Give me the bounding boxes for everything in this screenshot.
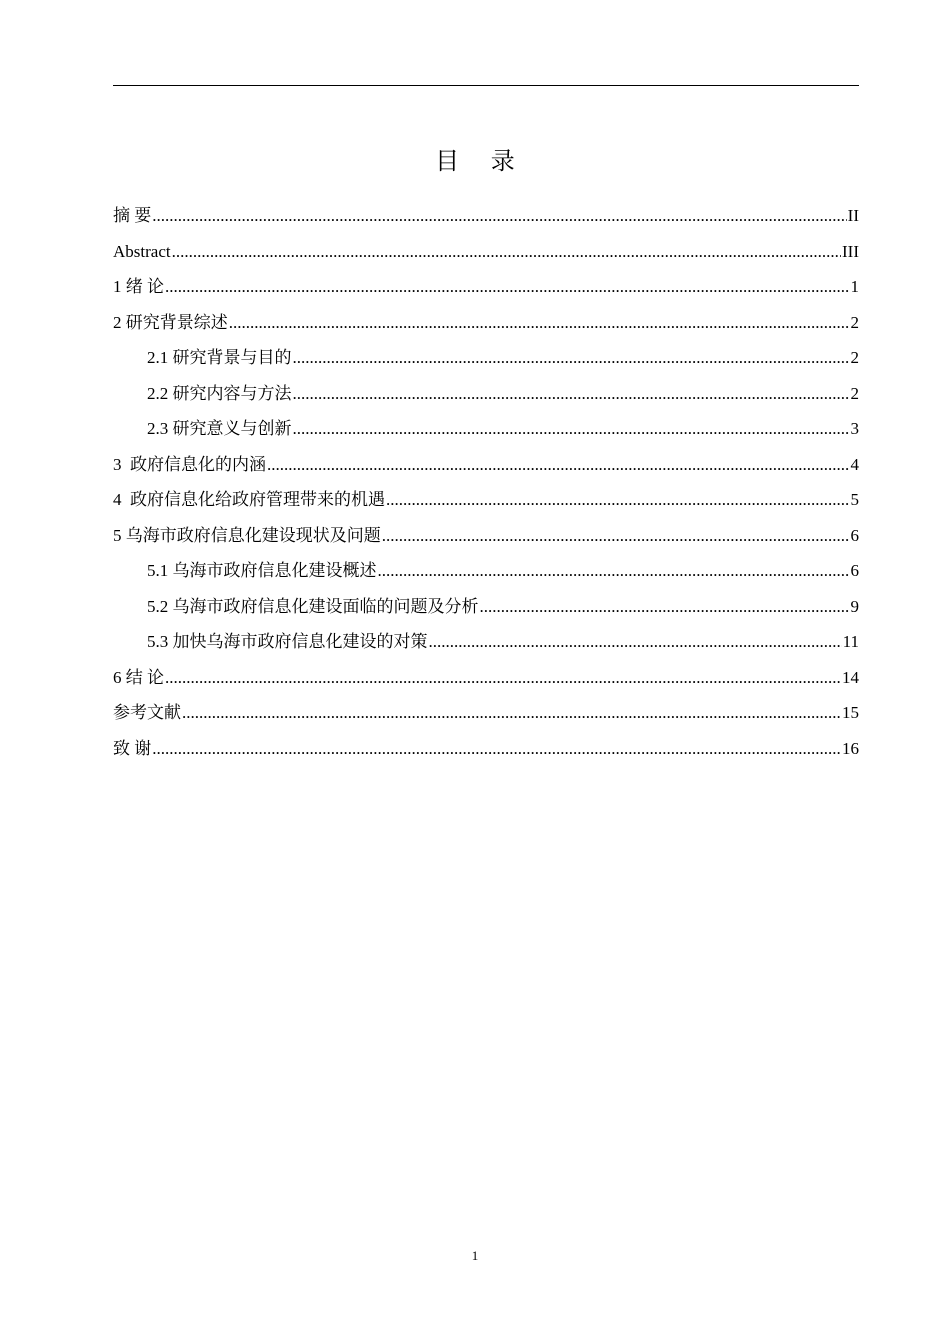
toc-subentry (113, 589, 859, 625)
toc-entry-page: 6 (850, 561, 859, 580)
toc-entry-page: 15 (842, 703, 859, 722)
toc-entry-text: 2.2 研究内容与方法 (147, 383, 292, 403)
toc-subentry (113, 624, 859, 660)
dot-leader (293, 411, 850, 447)
toc-entry (113, 447, 859, 483)
dot-leader (293, 340, 850, 376)
dot-leader (267, 447, 850, 483)
dot-leader (165, 660, 841, 696)
toc-entry-page: 2 (850, 348, 859, 367)
toc-entry (113, 305, 859, 341)
toc-entry-text: 致 谢 (113, 738, 152, 758)
toc-entry-page: 3 (850, 419, 859, 438)
dot-leader (229, 305, 850, 341)
toc-entry (113, 660, 859, 696)
dot-leader (152, 198, 846, 234)
toc-entry-page: 11 (842, 632, 859, 651)
toc-entry-text: 参考文献 (113, 703, 181, 722)
toc-entry-text: Abstract (113, 241, 171, 261)
toc-entry (113, 731, 859, 767)
toc-entry (113, 234, 859, 270)
toc-entry-page: 14 (842, 667, 859, 687)
toc-entry-page: III (842, 241, 859, 261)
page-number: 1 (471, 1248, 479, 1263)
toc-entry-text: 1 绪 论 (113, 277, 164, 296)
toc-entry-page: 9 (850, 596, 859, 616)
toc-entry-page: 4 (850, 454, 859, 474)
toc-entry-page: 16 (842, 738, 859, 758)
toc-entry-page: 1 (850, 277, 859, 296)
toc-subentry (113, 340, 859, 376)
toc-title: 目 录 (435, 147, 527, 175)
toc-subentry (113, 553, 859, 589)
toc-entry-page: II (847, 206, 859, 225)
toc-subentry (113, 376, 859, 412)
dot-leader (386, 482, 850, 518)
header-rule (113, 85, 859, 86)
toc-entry-page: 6 (850, 525, 859, 545)
toc-entry-text: 摘 要 (113, 206, 152, 225)
dot-leader (152, 731, 841, 767)
dot-leader (480, 589, 850, 625)
toc-entry-text: 4 政府信息化给政府管理带来的机遇 (113, 490, 385, 509)
toc-entry-text: 3 政府信息化的内涵 (113, 454, 266, 474)
toc-entry (113, 695, 859, 731)
toc-entry-text: 2 研究背景综述 (113, 312, 228, 332)
dot-leader (182, 695, 841, 731)
toc-entry-page: 2 (850, 312, 859, 332)
dot-leader (382, 518, 850, 554)
toc-entry-text: 2.3 研究意义与创新 (147, 419, 292, 438)
dot-leader (172, 234, 841, 270)
dot-leader (293, 376, 850, 412)
dot-leader (429, 624, 842, 660)
table-of-contents (113, 198, 859, 766)
toc-entry-text: 5.1 乌海市政府信息化建设概述 (147, 561, 377, 580)
toc-entry (113, 269, 859, 305)
dot-leader (165, 269, 850, 305)
toc-entry-text: 5 乌海市政府信息化建设现状及问题 (113, 525, 381, 545)
toc-entry-text: 5.2 乌海市政府信息化建设面临的问题及分析 (147, 596, 479, 616)
toc-subentry (113, 411, 859, 447)
dot-leader (378, 553, 850, 589)
toc-entry-page: 5 (850, 490, 859, 509)
toc-entry (113, 518, 859, 554)
toc-entry-text: 5.3 加快乌海市政府信息化建设的对策 (147, 632, 428, 651)
toc-entry (113, 198, 859, 234)
toc-entry (113, 482, 859, 518)
toc-entry-text: 6 结 论 (113, 667, 164, 687)
toc-entry-page: 2 (850, 383, 859, 403)
toc-entry-text: 2.1 研究背景与目的 (147, 348, 292, 367)
